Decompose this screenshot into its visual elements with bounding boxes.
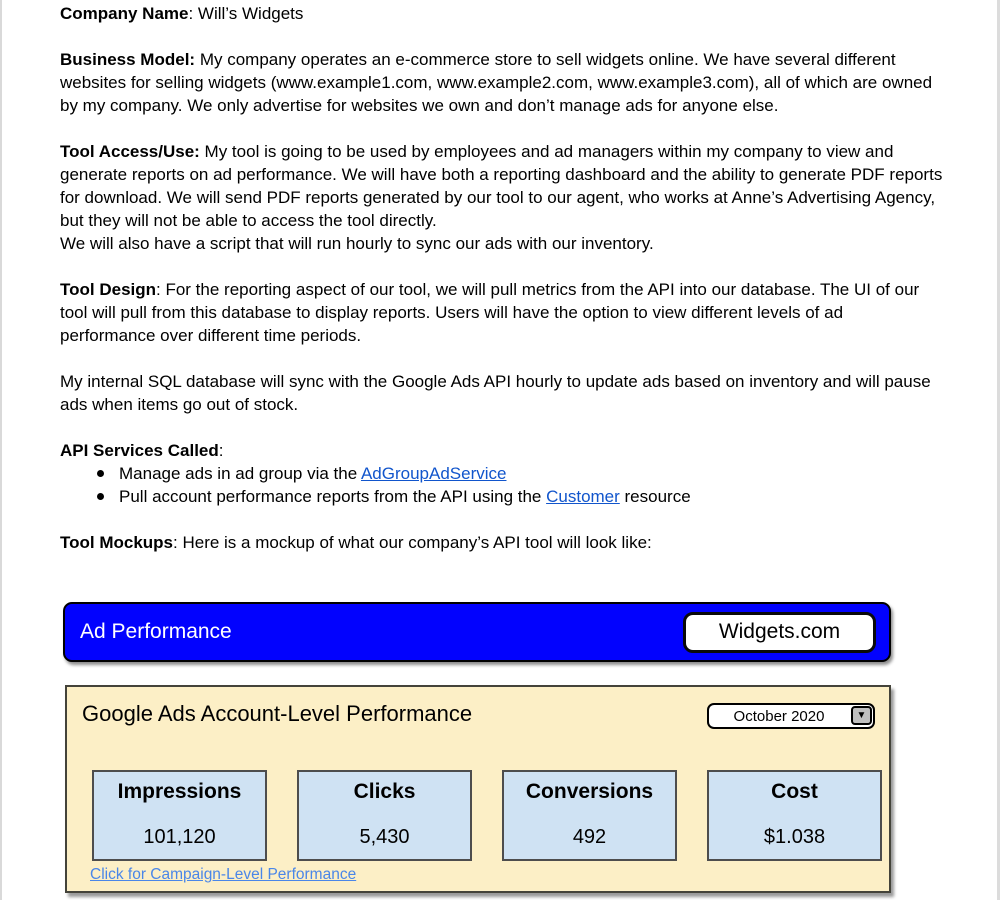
tool-design-text: : For the reporting aspect of our tool, we will pull metrics from the API into our database. The UI of our tool will pull from this database to display reports. Users will have the option to view different levels of ad performance over different time periods. — [60, 280, 920, 345]
bullet-text — [119, 485, 691, 508]
customer-resource-link[interactable]: Customer — [546, 487, 620, 506]
month-dropdown[interactable] — [707, 703, 875, 729]
bullet-post-text: resource — [619, 487, 691, 506]
bullet-icon — [97, 493, 104, 500]
list-item — [60, 485, 943, 508]
sql-note-text: My internal SQL database will sync with the Google Ads API hourly to update ads based on inventory and will pause ads when items go out of stock. — [60, 372, 931, 414]
mockup-app-header — [63, 602, 891, 662]
tool-access-label: Tool Access/Use: — [60, 142, 200, 161]
impressions-card — [92, 770, 267, 861]
company-name-label: Company Name — [60, 4, 189, 23]
company-name-value: : Will’s Widgets — [188, 4, 304, 23]
clicks-value: 5,430 — [359, 826, 410, 848]
panel-title: Google Ads Account-Level Performance — [82, 701, 473, 726]
tool-access-text: My tool is going to be used by employees and ad managers within my company to view and generate reports on ad performance. We will have both a reporting dashboard and the ability to generate PDF reports for download. We will send PDF reports generated by our tool to our agent, who works at Anne’s Advertising Agency, but they will not be able to access the tool directly. — [60, 142, 943, 230]
bullet-pre-text: Pull account performance reports from the API using the — [119, 487, 547, 506]
business-model-text: My company operates an e-commerce store to sell widgets online. We have several different websites for selling widgets (www.example1.com, www.example2.com, www.example3.com), all of which are owned by my company. We only advertise for websites we own and don’t manage ads for anyone else. — [60, 50, 933, 115]
tool-mockups-paragraph — [60, 531, 943, 554]
business-model-paragraph — [60, 48, 943, 117]
campaign-level-link[interactable]: Click for Campaign-Level Performance — [90, 866, 357, 883]
sql-note-paragraph — [60, 370, 943, 416]
month-dropdown-value: October 2020 — [733, 707, 825, 725]
tool-mockups-label: Tool Mockups — [60, 533, 174, 552]
api-services-colon: : — [218, 441, 224, 460]
tool-design-label: Tool Design — [60, 280, 157, 299]
chevron-down-icon: ▼ — [856, 709, 867, 721]
impressions-label: Impressions — [117, 780, 242, 803]
bullet-text — [119, 462, 506, 485]
tool-mockups-text: : Here is a mockup of what our company’s API tool will look like: — [173, 533, 652, 552]
api-services-list — [60, 462, 943, 508]
tool-design-paragraph — [60, 278, 943, 347]
cost-value: $1.038 — [763, 826, 826, 848]
list-item — [60, 462, 943, 485]
adgroupadservice-link[interactable]: AdGroupAdService — [360, 464, 507, 483]
tool-access-paragraph — [60, 140, 943, 255]
impressions-value: 101,120 — [143, 826, 216, 848]
tool-access-line2: We will also have a script that will run hourly to sync our ads with our inventory. — [60, 234, 654, 253]
company-name-paragraph — [60, 2, 943, 25]
api-services-heading — [60, 439, 943, 462]
conversions-value: 492 — [572, 826, 607, 848]
cost-label: Cost — [771, 780, 818, 803]
bullet-icon — [97, 470, 104, 477]
cost-card — [707, 770, 882, 861]
clicks-label: Clicks — [353, 780, 416, 803]
page-left-edge — [0, 0, 2, 900]
account-performance-panel — [65, 685, 891, 893]
clicks-card — [297, 770, 472, 861]
dropdown-arrow-button[interactable] — [851, 706, 872, 725]
conversions-label: Conversions — [525, 780, 654, 803]
api-services-label: API Services Called — [60, 441, 219, 460]
document-body — [60, 2, 943, 577]
business-model-label: Business Model: — [60, 50, 196, 69]
conversions-card — [502, 770, 677, 861]
mockup-title: Ad Performance — [80, 620, 232, 643]
widgets-site-button[interactable]: Widgets.com — [683, 612, 876, 653]
bullet-pre-text: Manage ads in ad group via the — [119, 464, 361, 483]
